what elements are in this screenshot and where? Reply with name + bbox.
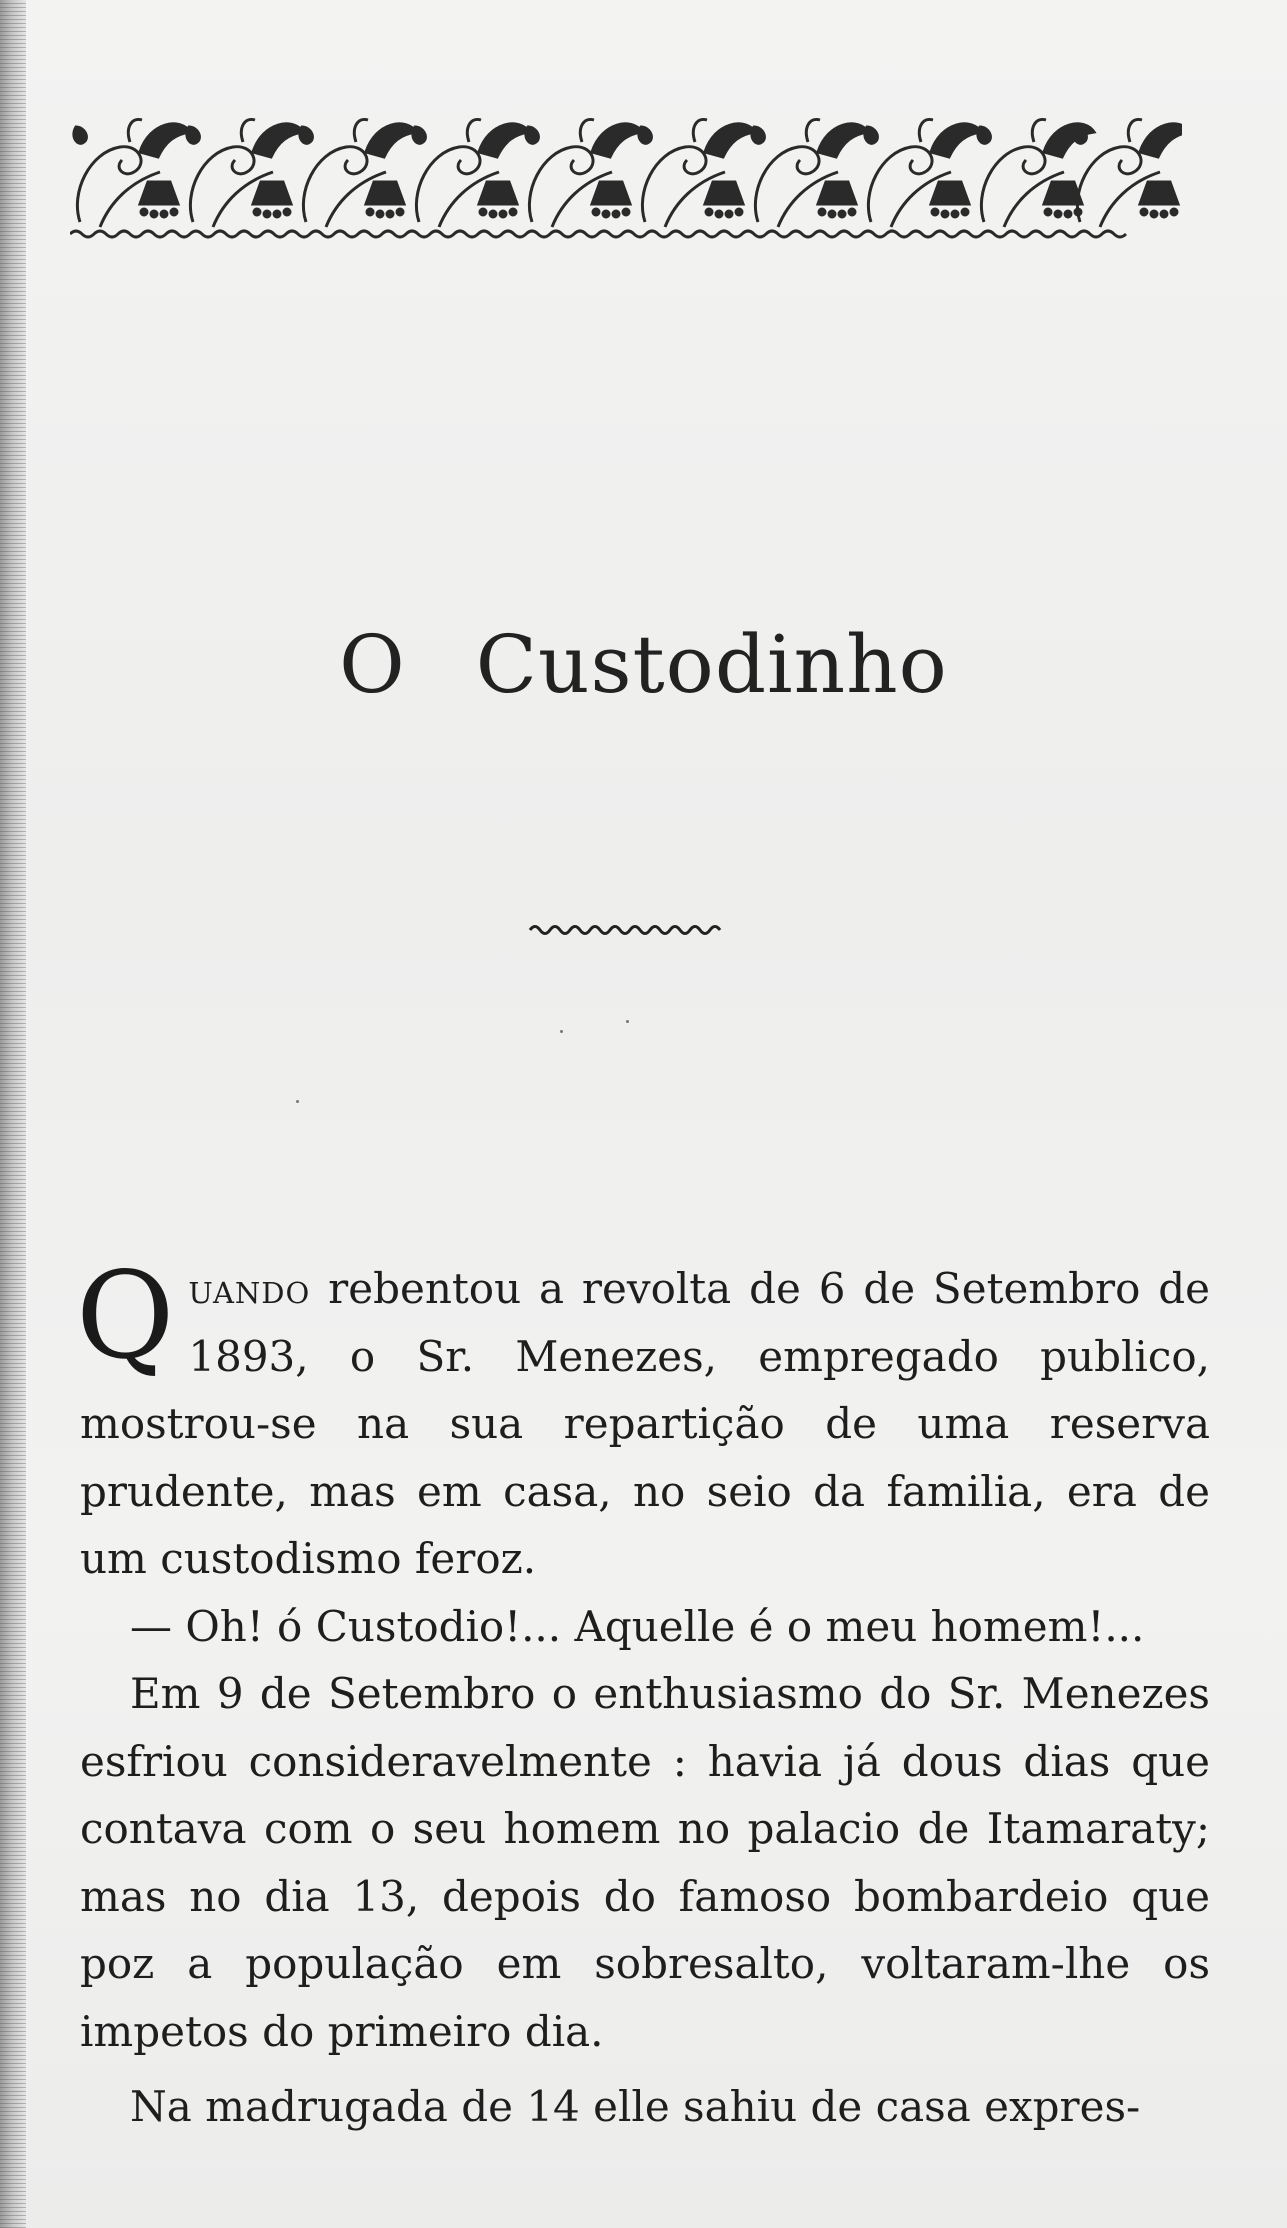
paragraph — [76, 1247, 1210, 1593]
floral-headpiece-ornament — [70, 112, 1182, 247]
paragraph: Em 9 de Setembro o enthusiasmo do Sr. Menezes esfriou consideravelmente : havia já dous dias que contava com o seu homem no palacio de Itamaraty; mas no dia 13, depois do famoso bombardeio que poz a população em sobresalto, voltaram-lhe os impetos do primeiro dia. — [80, 1669, 1210, 2056]
paragraph: Na madrugada de 14 elle sahiu de casa expres- — [130, 2082, 1141, 2131]
chapter-title-article: O — [339, 618, 406, 711]
opening-smallcaps: uando — [188, 1264, 311, 1313]
print-speck — [560, 1030, 563, 1033]
print-speck — [296, 1100, 299, 1103]
print-speck — [626, 1020, 629, 1023]
paragraph: — Oh! ó Custodio!... Aquelle é o meu homem!... — [130, 1601, 1145, 1651]
book-spine-edge — [0, 0, 26, 2228]
body-text — [76, 1247, 1210, 2141]
chapter-title-word: Custodinho — [475, 618, 948, 711]
drop-cap: Q — [76, 1247, 175, 1386]
paragraph-text: rebentou a revolta de 6 de Setembro de 1893, o Sr. Menezes, empregado publico, mostrou-se na sua repartição de uma reserva prudente, mas em casa, no seio da familia, era de um custodismo feroz. — [80, 1264, 1210, 1583]
chapter-title — [0, 618, 1287, 711]
wavy-divider-ornament — [528, 920, 728, 940]
